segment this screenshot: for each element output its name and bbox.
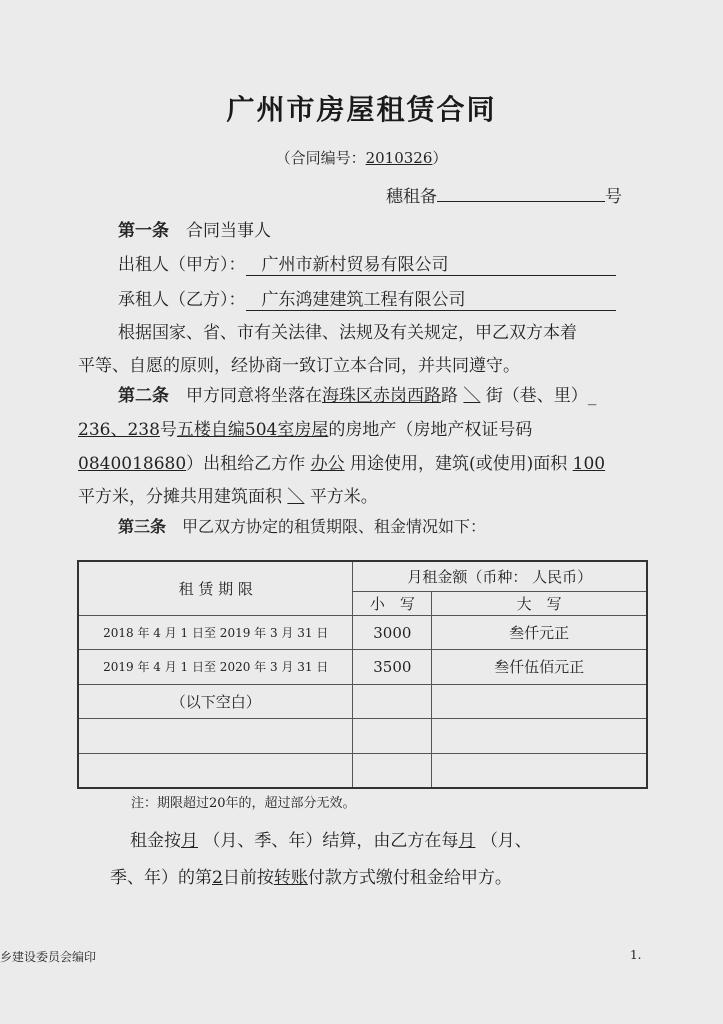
- registration-blank: [437, 185, 605, 202]
- cert-number-value: 0840018680: [78, 454, 187, 474]
- lessor-value: 广州市新村贸易有限公司: [246, 250, 616, 276]
- article2-line1: 第二条 甲方同意将坐落在海珠区赤岗西路路 ＼ 街（巷、里）_: [118, 386, 597, 406]
- shared-area-label: 平方米，分摊共用建筑面积: [78, 487, 282, 507]
- big-amount-cell: [432, 718, 647, 753]
- article2-heading: 第二条: [118, 386, 169, 406]
- payment-text: 日前按: [222, 868, 274, 888]
- header-big: 大 写: [432, 591, 647, 615]
- article2-line4: [78, 482, 378, 507]
- lessee-label: 承租人（乙方）：: [118, 290, 246, 310]
- small-amount-cell: 3500: [353, 650, 432, 684]
- payment-line1: [130, 826, 532, 851]
- payment-text: （月、: [480, 831, 532, 851]
- road-value: 赤岗西路: [373, 386, 441, 406]
- shared-area-value: ＼: [287, 487, 305, 507]
- period-cell: 2019 年 4 月 1 日至 2020 年 3 月 31 日: [78, 650, 353, 684]
- period-cell: 2018 年 4 月 1 日至 2019 年 3 月 31 日: [78, 615, 353, 649]
- street-value: ＼: [463, 386, 481, 406]
- period-cell: [78, 754, 353, 788]
- page-number: 1.: [630, 948, 642, 962]
- header-rent: 月租金额（币种： 人民币）: [353, 561, 647, 591]
- article1-heading-line: [118, 216, 271, 241]
- article3-text: 甲乙双方协定的租赁期限、租金情况如下：: [182, 517, 487, 536]
- payment-period-value: 月: [458, 831, 476, 851]
- table-row: [78, 754, 647, 788]
- article2-line3: [78, 449, 605, 474]
- registration-number: [386, 182, 622, 207]
- article1-text: 合同当事人: [186, 221, 271, 241]
- small-amount-cell: 3000: [353, 615, 432, 649]
- article3-heading: 第三条: [118, 517, 167, 536]
- use-value: 办公: [310, 454, 345, 474]
- registration-prefix: 穗租备: [386, 187, 437, 207]
- table-note: 注：期限超过20年的，超过部分无效。: [131, 796, 356, 811]
- big-amount-cell: 叁仟伍佰元正: [432, 650, 647, 684]
- lessor-label: 出租人（甲方）：: [118, 255, 246, 275]
- table-row: [78, 684, 647, 718]
- district-value: 海珠区: [322, 386, 373, 406]
- registration-suffix: 号: [605, 187, 622, 207]
- big-amount-cell: [432, 684, 647, 718]
- use-label: ）出租给乙方作: [186, 454, 306, 474]
- table-row: [78, 615, 647, 649]
- header-small: 小 写: [353, 591, 432, 615]
- article1-paragraph-line2: 平等、自愿的原则，经协商一致订立本合同，并共同遵守。: [78, 356, 520, 376]
- shared-area-unit: 平方米。: [309, 487, 378, 507]
- footer-publisher: 乡建设委员会编印: [0, 950, 97, 964]
- article1-heading: 第一条: [118, 221, 169, 241]
- payment-text: 季、年）的第: [110, 868, 212, 888]
- contract-number-suffix: ）: [432, 149, 448, 167]
- small-amount-cell: [353, 684, 432, 718]
- period-cell: [78, 718, 353, 753]
- house-number-value: 236、238: [78, 420, 160, 440]
- page-title: 广州市房屋租赁合同: [226, 93, 497, 126]
- lessor-line: [118, 250, 616, 276]
- table-header-row: [78, 561, 647, 591]
- article1-paragraph-line1: 根据国家、省、市有关法律、法规及有关规定，甲乙双方本着: [118, 323, 577, 343]
- area-value: 100: [572, 454, 606, 474]
- payment-text: 付款方式缴付租金给甲方。: [307, 868, 512, 888]
- house-number-suffix: 号: [159, 420, 177, 440]
- header-period: 租 赁 期 限: [78, 561, 353, 615]
- contract-number: [0, 147, 723, 168]
- contract-number-prefix: （合同编号：: [275, 149, 366, 167]
- lessee-line: [118, 285, 616, 311]
- article2-text: 甲方同意将坐落在: [186, 386, 322, 406]
- table-row: [78, 650, 647, 684]
- big-amount-cell: [432, 754, 647, 788]
- payment-method-value: 转账: [273, 868, 308, 888]
- street-suffix: 街（巷、里）: [485, 386, 588, 406]
- payment-text: 租金按: [130, 831, 181, 851]
- article3-line: [118, 514, 486, 537]
- small-amount-cell: [353, 718, 432, 753]
- room-value: 五楼自编504室房屋: [176, 420, 329, 440]
- big-amount-cell: 叁仟元正: [432, 615, 647, 649]
- rent-table: [77, 560, 648, 789]
- settlement-cycle-value: 月: [181, 831, 198, 851]
- lessee-value: 广东鸿建建筑工程有限公司: [246, 285, 616, 311]
- contract-number-value: 2010326: [365, 149, 433, 167]
- road-suffix: 路: [441, 386, 458, 406]
- payment-text: （月、季、年）结算，由乙方在每: [203, 831, 459, 851]
- payment-day-value: 2: [212, 868, 223, 888]
- table-row: [78, 718, 647, 753]
- area-label: 用途使用，建筑(或使用)面积: [349, 454, 568, 474]
- cert-label: 的房地产（房地产权证号码: [328, 420, 533, 440]
- period-cell: （以下空白）: [78, 684, 353, 718]
- small-amount-cell: [353, 754, 432, 788]
- article2-line2: [78, 415, 532, 440]
- payment-line2: [110, 863, 512, 888]
